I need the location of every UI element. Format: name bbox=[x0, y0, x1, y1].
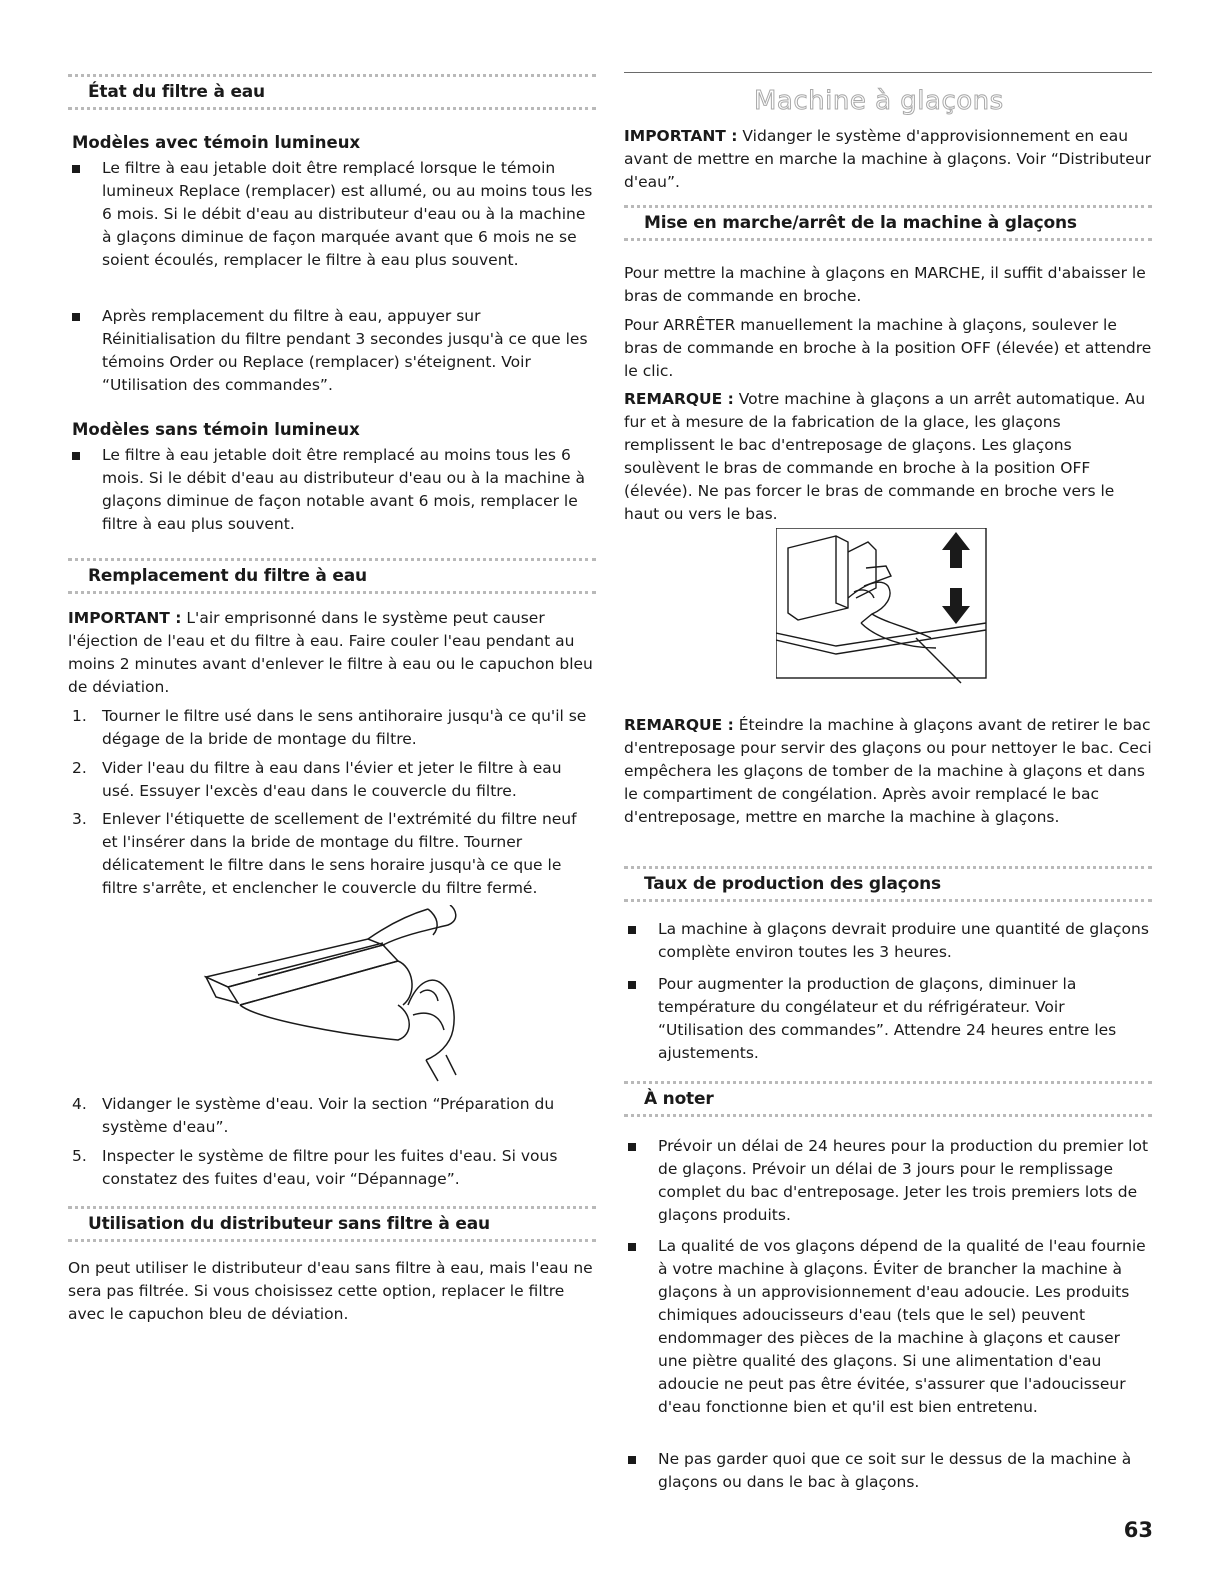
important-label: IMPORTANT : bbox=[624, 127, 738, 145]
subheading-sans-temoin: Modèles sans témoin lumineux bbox=[72, 420, 360, 439]
step-item bbox=[68, 1145, 596, 1191]
list-item bbox=[68, 444, 596, 536]
section-title: À noter bbox=[644, 1089, 714, 1109]
step-text: Tourner le filtre usé dans le sens antihoraire jusqu'à ce qu'il se dégage de la bride de montage du filtre. bbox=[102, 707, 587, 748]
bullet-square-icon bbox=[628, 1143, 636, 1151]
section-title: État du filtre à eau bbox=[88, 82, 265, 102]
step-item bbox=[68, 808, 596, 900]
ice-maker-arm-illustration bbox=[776, 528, 996, 708]
step-text: Enlever l'étiquette de scellement de l'extrémité du filtre neuf et l'insérer dans la bride de montage du filtre. Tourner délicatement le filtre dans le sens horaire jusqu'à ce que le filtre s'arrête, et enclencher le couvercle du filtre fermé. bbox=[102, 810, 577, 897]
list-item bbox=[68, 157, 596, 272]
step-item bbox=[68, 705, 596, 751]
step-item bbox=[68, 1093, 596, 1139]
step-number: 5. bbox=[72, 1147, 87, 1165]
remarque-label: REMARQUE : bbox=[624, 716, 734, 734]
filter-replacement-illustration bbox=[198, 905, 478, 1085]
section-header-taux bbox=[624, 866, 1152, 902]
section-header-remplacement bbox=[68, 558, 596, 594]
remarque-paragraph bbox=[624, 714, 1152, 829]
remarque-text: Votre machine à glaçons a un arrêt automatique. Au fur et à mesure de la fabrication de la glace, les glaçons remplissent le bac d'entreposage de glaçons. Les glaçons soulèvent le bras de commande en broche à la position OFF (élevée). Ne pas forcer le bras de commande en broche vers le haut ou vers le bas. bbox=[624, 390, 1146, 523]
up-down-arrow-icon bbox=[942, 532, 970, 624]
step-number: 3. bbox=[72, 810, 87, 828]
subheading-avec-temoin: Modèles avec témoin lumineux bbox=[72, 133, 361, 152]
step-number: 2. bbox=[72, 759, 87, 777]
list-item-text: Prévoir un délai de 24 heures pour la production du premier lot de glaçons. Prévoir un délai de 3 jours pour le remplissage complet du bac d'entreposage. Jeter les trois premiers lots de glaçons produits. bbox=[658, 1137, 1149, 1224]
list-item bbox=[68, 305, 596, 397]
step-text: Vider l'eau du filtre à eau dans l'évier et jeter le filtre à eau usé. Essuyer l'excès d'eau dans le couvercle du filtre. bbox=[102, 759, 562, 800]
step-number: 1. bbox=[72, 707, 87, 725]
list-item bbox=[624, 1235, 1152, 1419]
step-text: Vidanger le système d'eau. Voir la section “Préparation du système d'eau”. bbox=[102, 1095, 555, 1136]
important-paragraph bbox=[624, 125, 1152, 194]
page-number: 63 bbox=[1123, 1518, 1153, 1542]
list-item-text: La machine à glaçons devrait produire une quantité de glaçons complète environ toutes les 3 heures. bbox=[658, 920, 1149, 961]
top-rule-divider bbox=[624, 72, 1152, 73]
list-item bbox=[624, 1135, 1152, 1227]
important-paragraph bbox=[68, 607, 596, 699]
section-header-a-noter bbox=[624, 1081, 1152, 1117]
list-item-text: La qualité de vos glaçons dépend de la qualité de l'eau fournie à votre machine à glaçons. Éviter de brancher la machine à glaçons à un approvisionnement d'eau adoucie. Les produits chimiques adoucisseurs d'eau (tels que le sel) peuvent endommager des pièces de la machine à glaçons et causer une piètre qualité des glaçons. Si une alimentation d'eau adoucie ne peut pas être évitée, s'assurer que l'adoucisseur d'eau fonctionne bien et qu'il est bien entretenu. bbox=[658, 1237, 1146, 1416]
bullet-square-icon bbox=[628, 981, 636, 989]
list-item-text: Après remplacement du filtre à eau, appuyer sur Réinitialisation du filtre pendant 3 secondes jusqu'à ce que les témoins Order ou Replace (remplacer) s'éteignent. Voir “Utilisation des commandes”. bbox=[102, 307, 588, 394]
important-text: L'air emprisonné dans le système peut causer l'éjection de l'eau et du filtre à eau. Faire couler l'eau pendant au moins 2 minutes avant d'enlever le filtre à eau ou le capuchon bleu de déviation. bbox=[68, 609, 593, 696]
list-item bbox=[624, 973, 1152, 1065]
section-header-utilisation bbox=[68, 1206, 596, 1242]
section-title: Mise en marche/arrêt de la machine à glaçons bbox=[644, 213, 1077, 233]
important-text: Vidanger le système d'approvisionnement en eau avant de mettre en marche la machine à glaçons. Voir “Distributeur d'eau”. bbox=[624, 127, 1151, 191]
step-text: Inspecter le système de filtre pour les fuites d'eau. Si vous constatez des fuites d'eau, voir “Dépannage”. bbox=[102, 1147, 558, 1188]
bullet-square-icon bbox=[628, 1243, 636, 1251]
important-label: IMPORTANT : bbox=[68, 609, 182, 627]
page-title: Machine à glaçons bbox=[754, 86, 1004, 116]
remarque-paragraph bbox=[624, 388, 1152, 526]
list-item bbox=[624, 1448, 1152, 1494]
list-item-text: Pour augmenter la production de glaçons, diminuer la température du congélateur et du réfrigérateur. Voir “Utilisation des commandes”. Attendre 24 heures entre les ajustements. bbox=[658, 975, 1117, 1062]
bullet-square-icon bbox=[628, 1456, 636, 1464]
bullet-square-icon bbox=[72, 165, 80, 173]
list-item-text: Ne pas garder quoi que ce soit sur le dessus de la machine à glaçons ou dans le bac à glaçons. bbox=[658, 1450, 1132, 1491]
remarque-text: Éteindre la machine à glaçons avant de retirer le bac d'entreposage pour servir des glaçons ou pour nettoyer le bac. Ceci empêchera les glaçons de tomber de la machine à glaçons et dans le compartiment de congélation. Après avoir remplacé le bac d'entreposage, mettre en marche la machine à glaçons. bbox=[624, 716, 1152, 826]
section-title: Utilisation du distributeur sans filtre à eau bbox=[88, 1214, 490, 1234]
section-title: Taux de production des glaçons bbox=[644, 874, 941, 894]
section-title: Remplacement du filtre à eau bbox=[88, 566, 367, 586]
section-header-marche-arret bbox=[624, 205, 1152, 241]
step-item bbox=[68, 757, 596, 803]
list-item-text: Le filtre à eau jetable doit être remplacé lorsque le témoin lumineux Replace (remplacer) est allumé, ou au moins tous les 6 mois. Si le débit d'eau au distributeur d'eau ou à la machine à glaçons diminue de façon marquée avant que 6 mois ne se soient écoulés, remplacer le filtre à eau plus souvent. bbox=[102, 159, 593, 269]
list-item bbox=[624, 918, 1152, 964]
section-header-etat-filtre bbox=[68, 74, 596, 110]
list-item-text: Le filtre à eau jetable doit être remplacé au moins tous les 6 mois. Si le débit d'eau au distributeur d'eau ou à la machine à glaçons diminue de façon notable avant 6 mois, remplacer le filtre à eau plus souvent. bbox=[102, 446, 586, 533]
bullet-square-icon bbox=[72, 452, 80, 460]
paragraph: Pour mettre la machine à glaçons en MARCHE, il suffit d'abaisser le bras de commande en broche. bbox=[624, 264, 1146, 305]
paragraph: Pour ARRÊTER manuellement la machine à glaçons, soulever le bras de commande en broche à la position OFF (élevée) et attendre le clic. bbox=[624, 316, 1152, 380]
bullet-square-icon bbox=[72, 313, 80, 321]
bullet-square-icon bbox=[628, 926, 636, 934]
step-number: 4. bbox=[72, 1095, 87, 1113]
remarque-label: REMARQUE : bbox=[624, 390, 734, 408]
utilisation-paragraph: On peut utiliser le distributeur d'eau sans filtre à eau, mais l'eau ne sera pas filtrée. Si vous choisissez cette option, replacer le filtre avec le capuchon bleu de déviation. bbox=[68, 1259, 593, 1323]
